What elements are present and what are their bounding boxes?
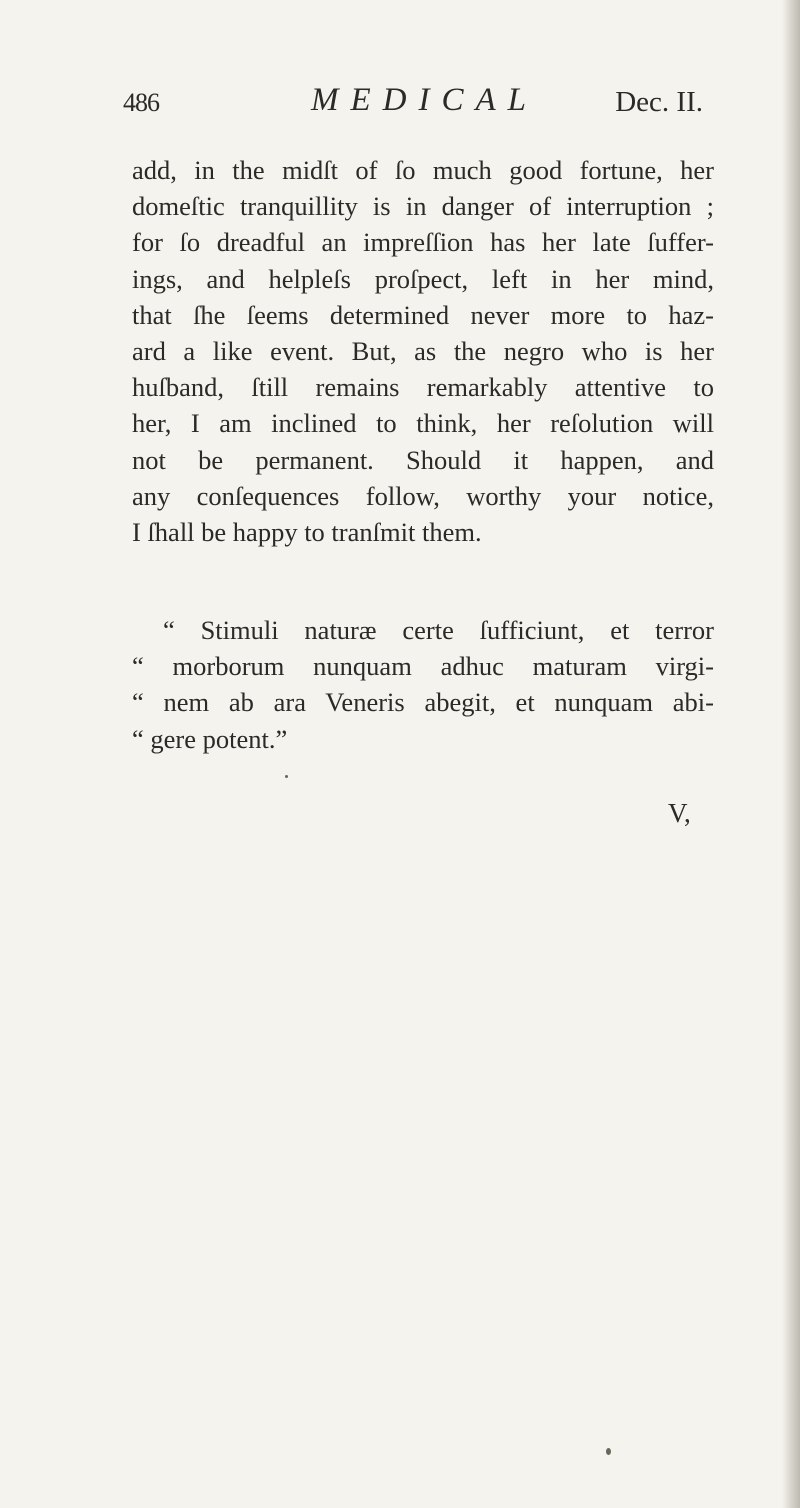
text-line: any conſequences follow, worthy your notice,: [132, 480, 714, 511]
text-line: not be permanent. Should it happen, and: [132, 444, 714, 475]
running-header: [123, 82, 703, 126]
text-line: I ſhall be happy to tranſmit them.: [132, 517, 482, 548]
quote-line: “ morborum nunquam adhuc maturam virgi-: [132, 651, 714, 682]
quote-line: “ Stimuli naturæ certe ſufficiunt, et terror: [163, 615, 714, 645]
ink-speck: [285, 775, 288, 778]
text-line: huſband, ſtill remains remarkably attentive to: [132, 372, 714, 403]
text-line: domeſtic tranquillity is in danger of interruption ;: [132, 191, 714, 222]
section-mark: Dec. II.: [615, 86, 703, 118]
ink-speck: [606, 1448, 611, 1455]
page-number: 486: [123, 88, 159, 117]
text-line: that ſhe ſeems determined never more to haz-: [132, 299, 714, 330]
text-line: ings, and helpleſs proſpect, left in her mind,: [132, 263, 714, 294]
page-edge-shadow: [782, 0, 800, 1508]
latin-quotation: [132, 612, 714, 757]
body-paragraph: [132, 152, 714, 550]
running-title: MEDICAL: [311, 82, 538, 118]
text-line: add, in the midſt of ſo much good fortune, her: [132, 155, 714, 185]
quote-line: “ gere potent.”: [132, 723, 288, 754]
text-line: ard a like event. But, as the negro who is her: [132, 336, 714, 367]
catchword: V,: [668, 798, 691, 828]
text-line: her, I am inclined to think, her reſolution will: [132, 408, 714, 439]
quote-line: “ nem ab ara Veneris abegit, et nunquam abi-: [132, 687, 714, 718]
text-line: for ſo dreadful an impreſſion has her late ſuffer-: [132, 227, 714, 258]
